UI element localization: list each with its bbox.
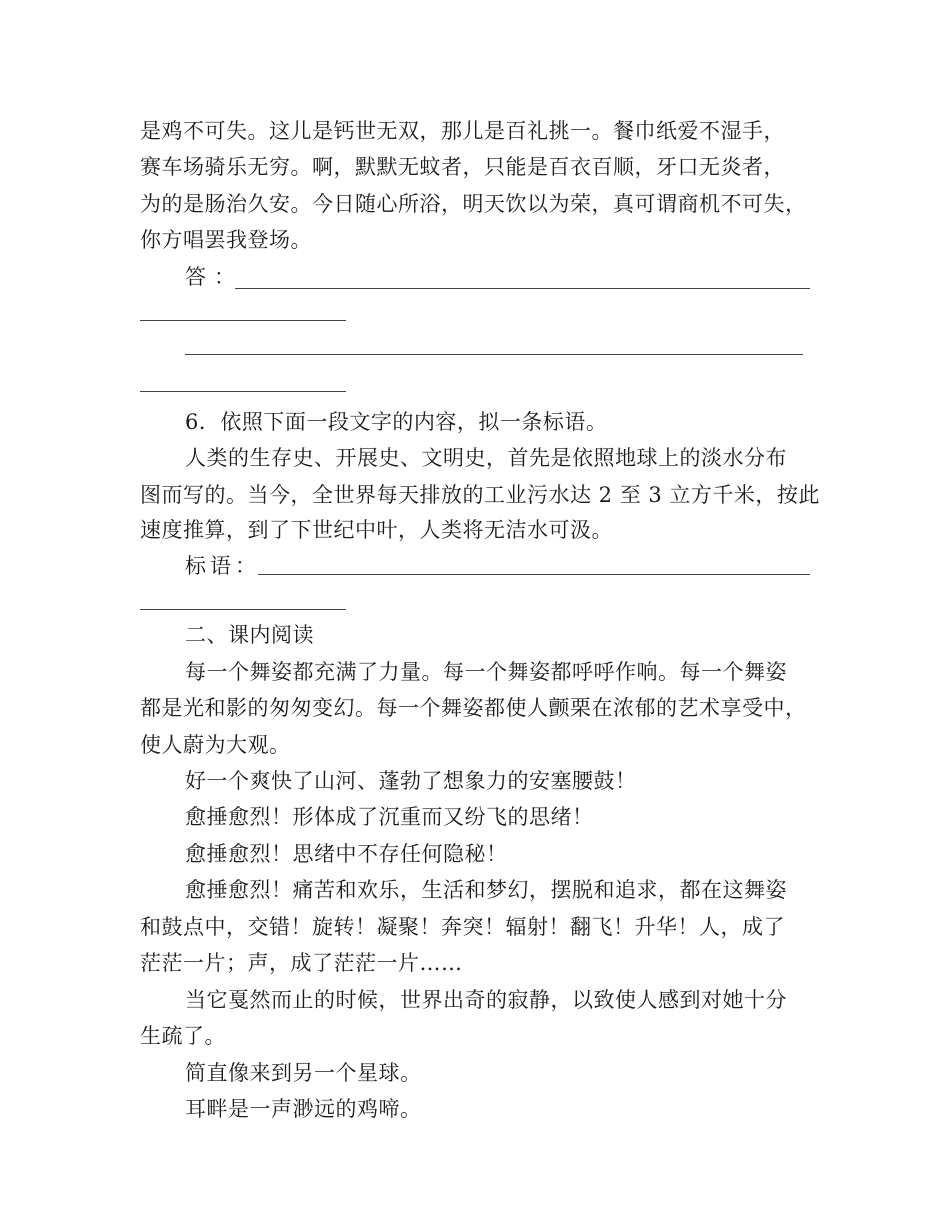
reading-line: 每一个舞姿都充满了力量。每一个舞姿都呼呼作响。每一个舞姿 [185, 660, 787, 684]
question-6-title: 6．依照下面一段文字的内容，拟一条标语。 [185, 410, 608, 434]
passage-line: 是鸡不可失。这儿是钙世无双，那儿是百礼挑一。餐巾纸爱不湿手， [140, 119, 785, 143]
question-6-text: 图而写的。当今，全世界每天排放的工业污水达 2 至 3 立方千米，按此 [140, 483, 820, 507]
answer-blank-line[interactable] [185, 354, 803, 355]
slogan-blank-line[interactable] [258, 574, 810, 575]
reading-line: 和鼓点中，交错！旋转！凝聚！奔突！辐射！翻飞！升华！人，成了 [140, 915, 785, 939]
section-title: 二、课内阅读 [185, 623, 314, 647]
reading-line: 简直像来到另一个星球。 [185, 1061, 422, 1085]
question-6-text: 速度推算，到了下世纪中叶，人类将无洁水可汲。 [140, 518, 613, 542]
question-6-text: 人类的生存史、开展史、文明史，首先是依照地球上的淡水分布 [185, 446, 787, 470]
answer-label: 答： [185, 265, 243, 289]
passage-line: 为的是肠治久安。今日随心所浴，明天饮以为荣，真可谓商机不可失， [140, 192, 807, 216]
reading-line: 都是光和影的匆匆变幻。每一个舞姿都使人颤栗在浓郁的艺术享受中， [140, 696, 807, 720]
slogan-blank-line[interactable] [140, 609, 346, 610]
answer-blank-line[interactable] [235, 288, 810, 289]
reading-line: 愈捶愈烈！形体成了沉重而又纷飞的思绪！ [185, 805, 594, 829]
answer-blank-line[interactable] [140, 391, 346, 392]
reading-line: 使人蔚为大观。 [140, 733, 291, 757]
reading-line: 当它戛然而止的时候，世界出奇的寂静，以致使人感到对她十分 [185, 988, 787, 1012]
reading-line: 愈捶愈烈！痛苦和欢乐，生活和梦幻，摆脱和追求，都在这舞姿 [185, 878, 787, 902]
reading-line: 生疏了。 [140, 1024, 226, 1048]
reading-line: 愈捶愈烈！思绪中不存任何隐秘！ [185, 842, 508, 866]
passage-line: 赛车场骑乐无穷。啊，默默无蚊者，只能是百衣百顺，牙口无炎者， [140, 155, 785, 179]
reading-line: 茫茫一片；声，成了茫茫一片…… [140, 951, 463, 975]
passage-line: 你方唱罢我登场。 [140, 228, 312, 252]
slogan-label: 标语： [185, 554, 260, 578]
reading-line: 好一个爽快了山河、蓬勃了想象力的安塞腰鼓！ [185, 769, 637, 793]
reading-line: 耳畔是一声渺远的鸡啼。 [185, 1097, 422, 1121]
answer-blank-line[interactable] [140, 320, 346, 321]
